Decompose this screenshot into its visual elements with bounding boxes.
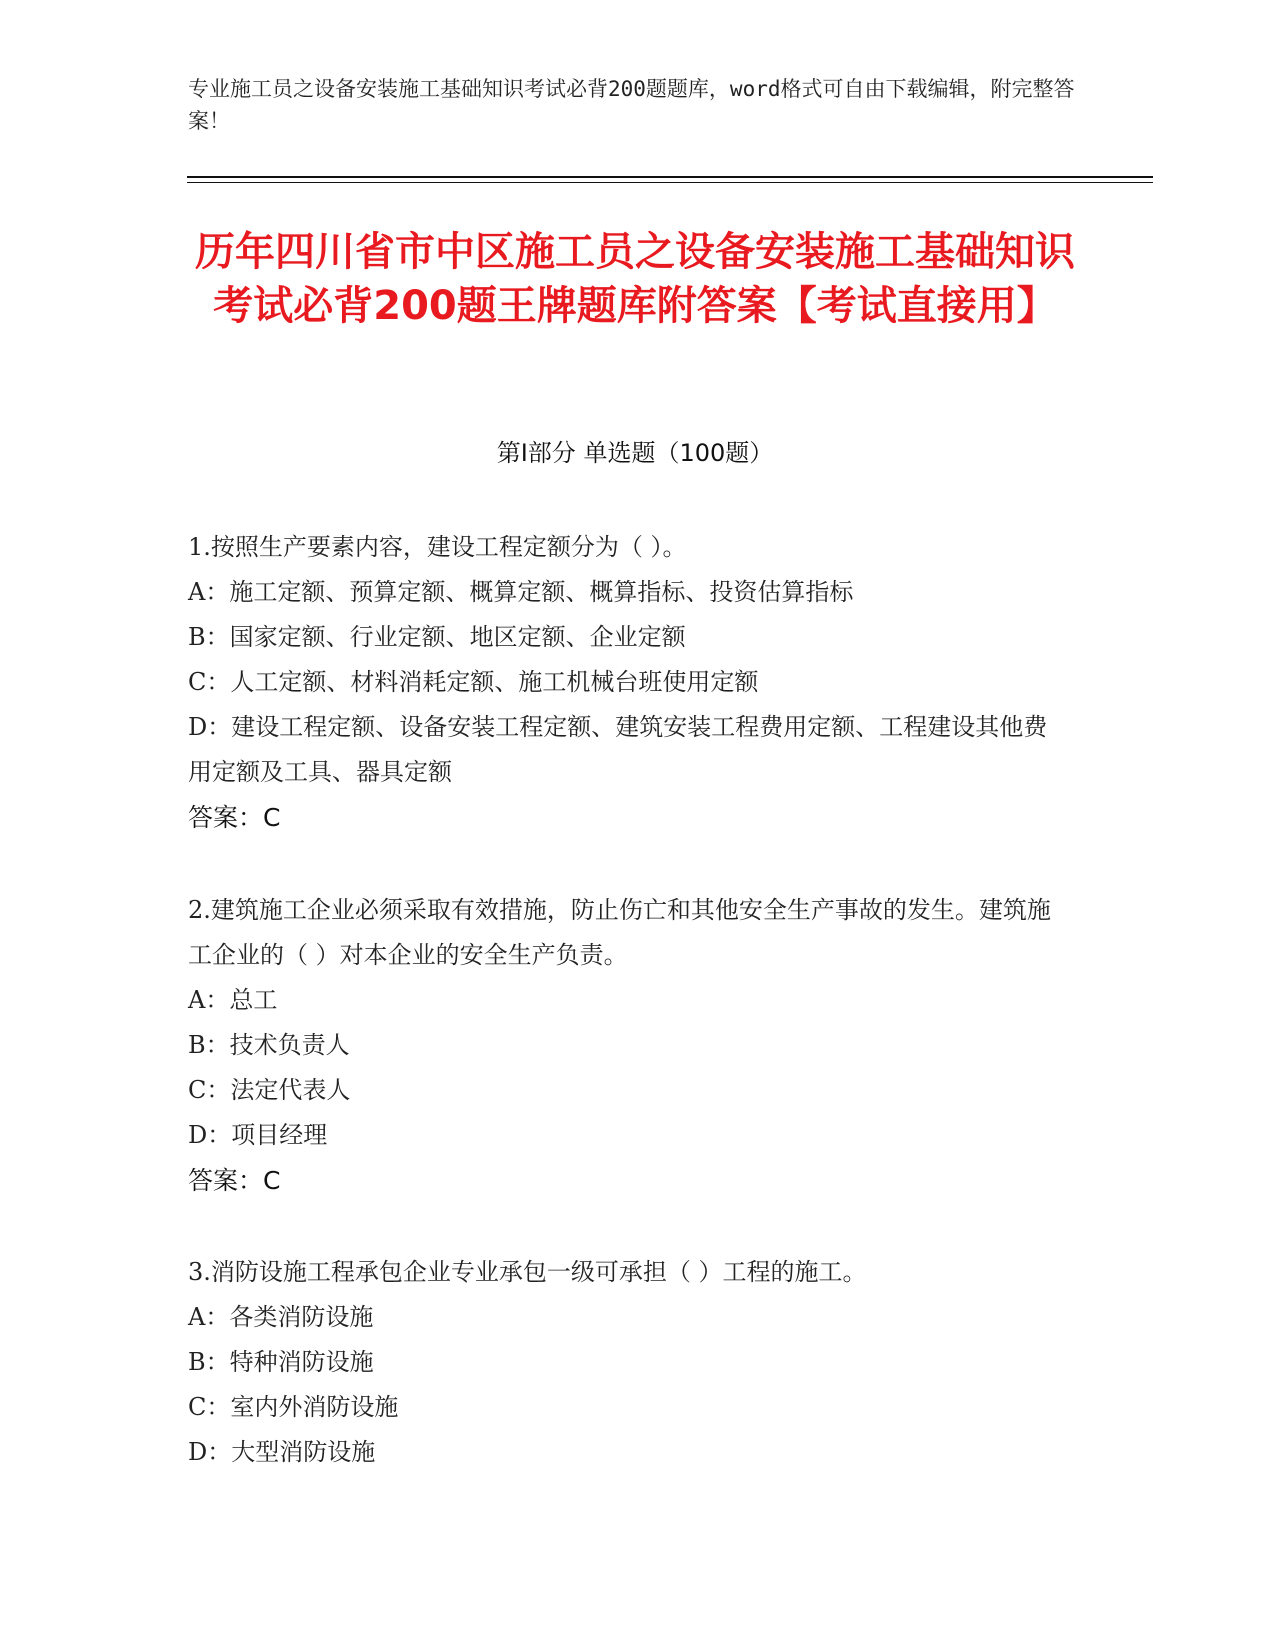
- option-b: B：国家定额、行业定额、地区定额、企业定额: [188, 623, 686, 651]
- header-divider: [187, 176, 1153, 178]
- question-3: [188, 1250, 1068, 1475]
- question-stem: 3.消防设施工程承包企业专业承包一级可承担（ ）工程的施工。: [188, 1258, 867, 1286]
- section-heading: 第Ⅰ部分 单选题（100题）: [496, 439, 774, 467]
- option-a: A：各类消防设施: [188, 1303, 374, 1331]
- option-a: A：施工定额、预算定额、概算定额、概算指标、投资估算指标: [188, 578, 854, 606]
- question-stem: 1.按照生产要素内容，建设工程定额分为（ ）。: [188, 533, 687, 561]
- question-1: [188, 525, 1068, 840]
- option-b: B：特种消防设施: [188, 1348, 374, 1376]
- option-c: C：室内外消防设施: [188, 1393, 399, 1421]
- option-a: A：总工: [188, 986, 278, 1014]
- header-divider-thin: [187, 182, 1153, 183]
- option-c: C：人工定额、材料消耗定额、施工机械台班使用定额: [188, 668, 759, 696]
- option-d: D：大型消防设施: [188, 1438, 376, 1466]
- answer: 答案：C: [188, 1166, 281, 1195]
- question-stem: 2.建筑施工企业必须采取有效措施，防止伤亡和其他安全生产事故的发生。建筑施工企业的（ ）对本企业的安全生产负责。: [188, 896, 1051, 969]
- answer: 答案：C: [188, 803, 281, 832]
- header-note: 专业施工员之设备安装施工基础知识考试必背200题题库，word格式可自由下载编辑，附完整答案！: [188, 77, 1075, 133]
- document-title: 历年四川省市中区施工员之设备安装施工基础知识考试必背200题王牌题库附答案【考试直接用】: [195, 229, 1075, 329]
- option-d: D：项目经理: [188, 1121, 328, 1149]
- question-2: [188, 888, 1068, 1203]
- option-b: B：技术负责人: [188, 1031, 350, 1059]
- option-c: C：法定代表人: [188, 1076, 351, 1104]
- option-d: D：建设工程定额、设备安装工程定额、建筑安装工程费用定额、工程建设其他费用定额及工具、器具定额: [188, 713, 1048, 786]
